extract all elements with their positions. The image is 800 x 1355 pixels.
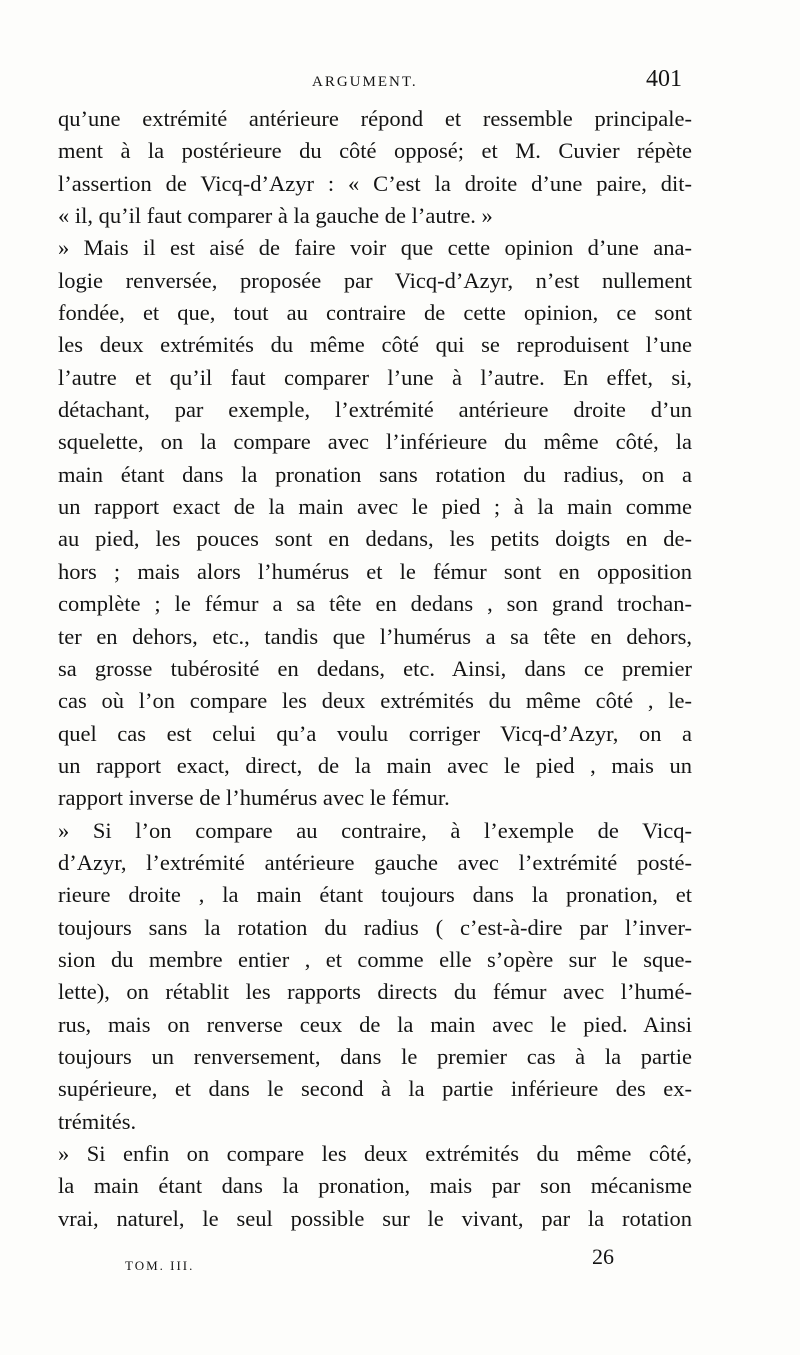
text-line: hors ; mais alors l’humérus et le fémur sont en opposition: [58, 558, 692, 584]
text-line: l’autre et qu’il faut comparer l’une à l’autre. En effet, si,: [58, 364, 692, 390]
text-line: sion du membre entier , et comme elle s’opère sur le sque-: [58, 946, 692, 972]
text-line: squelette, on la compare avec l’inférieure du même côté, la: [58, 429, 692, 455]
page-footer: [0, 1244, 800, 1274]
text-line: un rapport exact, direct, de la main avec le pied , mais un: [58, 752, 692, 778]
text-line: un rapport exact de la main avec le pied ; à la main comme: [58, 494, 692, 520]
text-line: détachant, par exemple, l’extrémité antérieure droite d’un: [58, 397, 692, 423]
text-line: lette), on rétablit les rapports directs du fémur avec l’humé-: [58, 979, 692, 1005]
text-line: » Mais il est aisé de faire voir que cette opinion d’une ana-: [58, 235, 692, 261]
text-line: vrai, naturel, le seul possible sur le vivant, par la rotation: [58, 1205, 692, 1231]
text-line: d’Azyr, l’extrémité antérieure gauche avec l’extrémité posté-: [58, 849, 692, 875]
text-line: rus, mais on renverse ceux de la main avec le pied. Ainsi: [58, 1011, 692, 1037]
text-line: logie renversée, proposée par Vicq-d’Azyr, n’est nullement: [58, 267, 692, 293]
text-line: fondée, et que, tout au contraire de cette opinion, ce sont: [58, 300, 692, 326]
text-line: » Si enfin on compare les deux extrémités du même côté,: [58, 1141, 692, 1166]
text-line: cas où l’on compare les deux extrémités du même côté , le-: [58, 688, 692, 714]
text-line: l’assertion de Vicq-d’Azyr : « C’est la droite d’une paire, dit-: [58, 170, 692, 196]
text-line: toujours sans la rotation du radius ( c’est-à-dire par l’inver-: [58, 914, 692, 940]
text-line: quel cas est celui qu’a voulu corriger Vicq-d’Azyr, on a: [58, 720, 692, 746]
volume-signature: TOM. III.: [125, 1258, 195, 1273]
text-line: trémités.: [58, 1108, 137, 1134]
text-line: les deux extrémités du même côté qui se reproduisent l’une: [58, 332, 692, 358]
body-text: [58, 103, 692, 1235]
text-line: rapport inverse de l’humérus avec le fémur.: [58, 785, 450, 811]
text-line: « il, qu’il faut comparer à la gauche de l’autre. »: [58, 203, 493, 229]
text-line: supérieure, et dans le second à la partie inférieure des ex-: [58, 1076, 692, 1102]
text-line: sa grosse tubérosité en dedans, etc. Ainsi, dans ce premier: [58, 655, 692, 681]
text-line: complète ; le fémur a sa tête en dedans , son grand trochan-: [58, 591, 692, 617]
running-head-title: ARGUMENT.: [312, 74, 418, 90]
sheet-number: 26: [592, 1244, 614, 1269]
text-line: rieure droite , la main étant toujours dans la pronation, et: [58, 882, 692, 908]
text-line: la main étant dans la pronation, mais par son mécanisme: [58, 1173, 692, 1199]
text-line: toujours un renversement, dans le premier cas à la partie: [58, 1043, 692, 1069]
page-number: 401: [646, 66, 682, 92]
text-line: » Si l’on compare au contraire, à l’exemple de Vicq-: [58, 817, 692, 843]
text-line: ter en dehors, etc., tandis que l’humérus a sa tête en dehors,: [58, 623, 692, 649]
text-line: qu’une extrémité antérieure répond et ressemble principale-: [58, 106, 692, 131]
text-line: au pied, les pouces sont en dedans, les petits doigts en de-: [58, 526, 692, 552]
text-line: main étant dans la pronation sans rotation du radius, on a: [58, 461, 692, 487]
running-head: [0, 66, 800, 98]
text-line: ment à la postérieure du côté opposé; et M. Cuvier répète: [58, 138, 692, 164]
